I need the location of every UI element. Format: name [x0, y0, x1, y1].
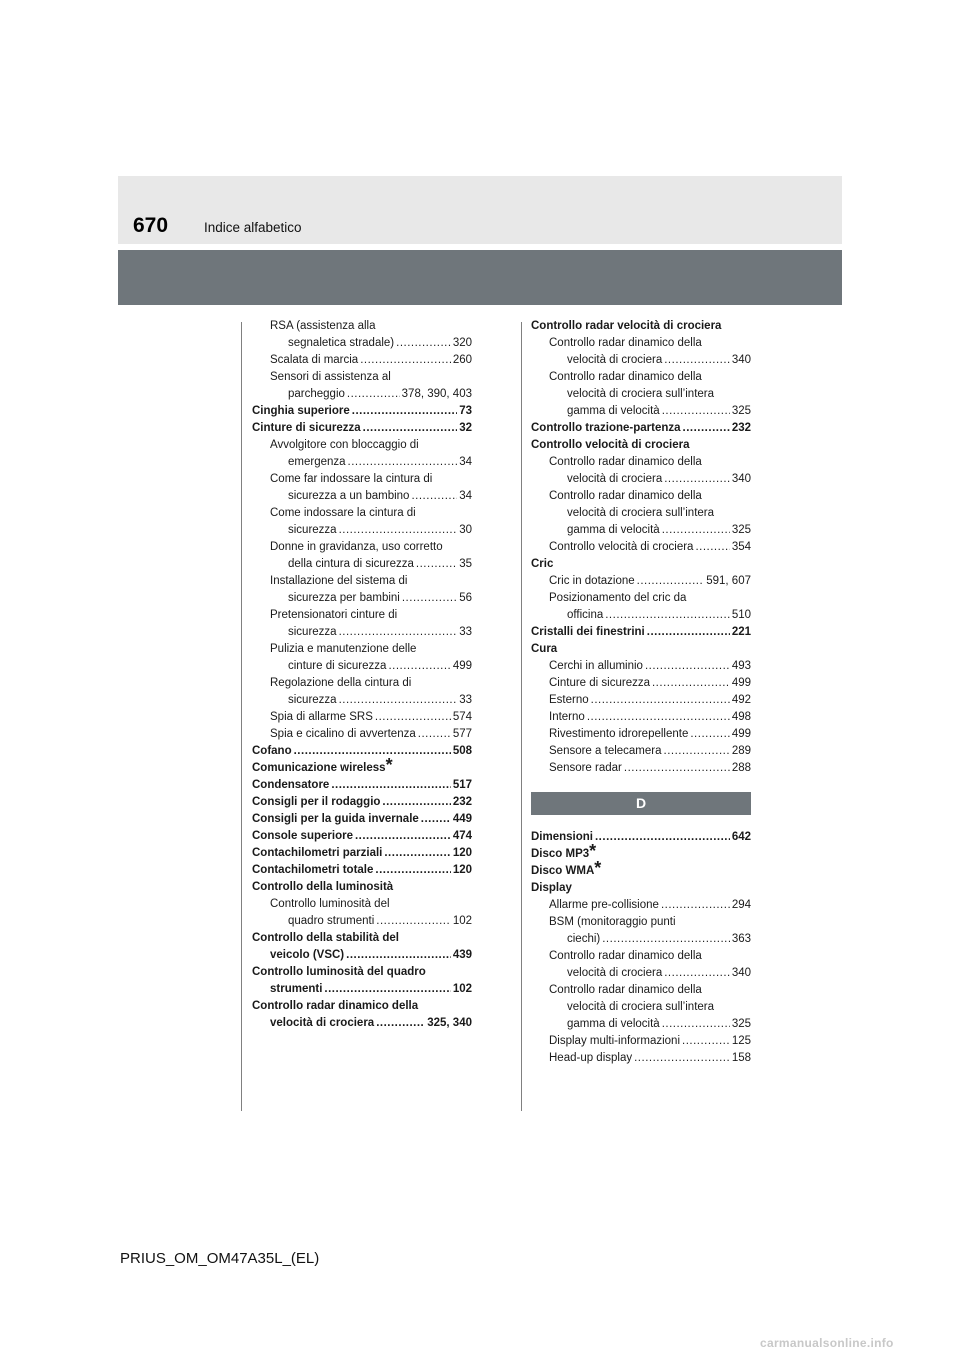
index-entry-term: Cinture di sicurezza — [252, 422, 361, 434]
dot-leader — [363, 420, 458, 437]
index-entry-page: 325, 340 — [427, 1017, 472, 1029]
index-entry-term: Come far indossare la cintura di — [270, 473, 433, 485]
index-entry-page: 325 — [731, 1018, 751, 1030]
index-entry-term: Cric — [531, 558, 554, 570]
index-entry — [252, 930, 472, 947]
index-entry — [252, 335, 472, 352]
dot-leader — [382, 794, 450, 811]
index-column-2-c — [531, 318, 751, 777]
dot-leader — [647, 624, 730, 641]
index-entry-term: Cinghia superiore — [252, 405, 350, 417]
index-entry — [252, 794, 472, 811]
index-entry-term: Controllo radar dinamico della — [549, 337, 702, 349]
dot-leader — [664, 471, 730, 488]
index-entry-term: BSM (monitoraggio punti — [549, 916, 676, 928]
index-entry — [252, 454, 472, 471]
index-entry: Disco MP3 * — [531, 841, 597, 861]
index-entry — [531, 658, 751, 675]
index-entry-term: Controllo radar dinamico della — [549, 456, 702, 468]
index-entry — [531, 675, 751, 692]
watermark: carmanualsonline.info — [760, 1336, 894, 1350]
index-entry-page: 340 — [731, 967, 751, 979]
index-entry-term: Controllo luminosità del — [270, 898, 390, 910]
index-entry-term: gamma di velocità — [567, 405, 660, 417]
index-entry — [531, 914, 751, 931]
dot-leader — [324, 981, 450, 998]
index-entry — [252, 726, 472, 743]
index-entry-term: Controllo trazione-partenza — [531, 422, 681, 434]
index-entry — [252, 556, 472, 573]
index-entry-term: parcheggio — [288, 388, 345, 400]
index-entry-term: Consigli per il rodaggio — [252, 796, 381, 808]
dot-leader — [416, 556, 457, 573]
index-entry — [531, 931, 751, 948]
index-entry-page: 120 — [452, 864, 472, 876]
index-entry-term: Regolazione della cintura di — [270, 677, 412, 689]
dot-leader — [637, 573, 705, 590]
index-entry — [252, 1015, 472, 1032]
index-entry — [531, 420, 751, 437]
letter-heading-d: D — [531, 792, 751, 815]
index-entry — [252, 590, 472, 607]
index-entry-term: Consigli per la guida invernale — [252, 813, 419, 825]
index-entry-term: sicurezza a un bambino — [288, 490, 410, 502]
index-entry-term: Controllo radar dinamico della — [549, 984, 702, 996]
index-entry-term: Disco WMA — [531, 865, 595, 877]
index-entry-term: Sensore a telecamera — [549, 745, 662, 757]
index-entry-term: Controllo radar dinamico della — [549, 950, 702, 962]
index-entry — [531, 1033, 751, 1050]
index-entry — [531, 403, 751, 420]
index-entry-page: 493 — [731, 660, 751, 672]
dot-leader — [348, 454, 458, 471]
index-entry-term: velocità di crociera — [567, 354, 663, 366]
index-entry-term: velocità di crociera — [567, 473, 663, 485]
header-dark-band — [118, 250, 842, 305]
index-entry-page: 221 — [731, 626, 751, 638]
index-entry — [531, 454, 751, 471]
index-entry — [531, 760, 751, 777]
index-entry-term: gamma di velocità — [567, 1018, 660, 1030]
dot-leader — [355, 828, 451, 845]
index-entry — [252, 641, 472, 658]
index-entry-term: Cerchi in alluminio — [549, 660, 643, 672]
index-entry — [252, 437, 472, 454]
dot-leader — [331, 777, 450, 794]
dot-leader — [662, 403, 730, 420]
index-entry-page: 508 — [452, 745, 472, 757]
dot-leader — [591, 692, 730, 709]
index-entry-page: 294 — [731, 899, 751, 911]
dot-leader — [294, 743, 451, 760]
index-entry-term: Console superiore — [252, 830, 353, 842]
index-entry-term: veicolo (VSC) — [270, 949, 345, 961]
index-entry-term: Donne in gravidanza, uso corretto — [270, 541, 443, 553]
index-entry-term: Comunicazione wireless — [252, 762, 386, 774]
dot-leader — [661, 897, 730, 914]
index-entry-term: Sensore radar — [549, 762, 622, 774]
dot-leader — [347, 386, 400, 403]
dot-leader — [375, 862, 450, 879]
index-entry-page: 642 — [731, 831, 751, 843]
dot-leader — [690, 726, 729, 743]
index-entry — [252, 913, 472, 930]
column-rule-left — [241, 322, 242, 1111]
index-entry-term: RSA (assistenza alla — [270, 320, 376, 332]
index-entry — [531, 556, 751, 573]
index-entry-page: 510 — [731, 609, 751, 621]
index-entry — [252, 403, 472, 420]
index-entry-page: 577 — [452, 728, 472, 740]
index-entry-term: velocità di crociera sull’intera — [567, 1001, 715, 1013]
index-entry-term: Cura — [531, 643, 558, 655]
column-rule-middle — [521, 322, 522, 1111]
index-entry-term: Cristalli dei finestrini — [531, 626, 645, 638]
index-entry-term: Display — [531, 882, 572, 894]
index-entry-term: velocità di crociera sull’intera — [567, 507, 715, 519]
section-title: Indice alfabetico — [204, 220, 302, 235]
index-entry-page: 232 — [452, 796, 472, 808]
index-entry-term: Controllo radar dinamico della — [549, 490, 702, 502]
index-entry — [531, 709, 751, 726]
index-entry — [252, 352, 472, 369]
index-entry-term: Contachilometri parziali — [252, 847, 383, 859]
index-entry-page: 439 — [452, 949, 472, 961]
index-entry-term: Controllo luminosità del quadro — [252, 966, 426, 978]
index-entry-term: Cofano — [252, 745, 292, 757]
dot-leader — [384, 845, 450, 862]
index-entry-term: Disco MP3 — [531, 848, 590, 860]
index-entry-page: 56 — [459, 592, 472, 604]
index-entry-term: Controllo della luminosità — [252, 881, 394, 893]
index-entry-page: 288 — [731, 762, 751, 774]
dot-leader — [683, 420, 730, 437]
dot-leader — [664, 743, 730, 760]
index-entry-page: 591, 607 — [706, 575, 751, 587]
index-entry-page: 33 — [459, 694, 472, 706]
index-entry — [531, 352, 751, 369]
index-entry — [531, 1016, 751, 1033]
index-entry-term: Display multi-informazioni — [549, 1035, 681, 1047]
index-entry-page: 499 — [452, 660, 472, 672]
index-entry — [531, 1050, 751, 1067]
index-column-1 — [252, 318, 472, 1032]
index-entry — [252, 998, 472, 1015]
index-entry-page: 498 — [731, 711, 751, 723]
index-entry-term: ciechi) — [567, 933, 601, 945]
index-entry-page: 158 — [731, 1052, 751, 1064]
index-entry-term: Come indossare la cintura di — [270, 507, 416, 519]
dot-leader — [375, 709, 451, 726]
index-entry — [531, 539, 751, 556]
dot-leader — [396, 335, 451, 352]
index-entry — [252, 692, 472, 709]
index-entry — [531, 624, 751, 641]
index-entry-term: Esterno — [549, 694, 589, 706]
index-entry — [531, 335, 751, 352]
document-code: PRIUS_OM_OM47A35L_(EL) — [120, 1250, 320, 1267]
index-entry-page: 449 — [452, 813, 472, 825]
index-entry-page: 260 — [452, 354, 472, 366]
index-entry — [252, 675, 472, 692]
dot-leader — [418, 726, 451, 743]
index-entry-page: 34 — [459, 456, 472, 468]
index-entry — [252, 828, 472, 845]
dot-leader — [352, 403, 457, 420]
index-entry — [252, 862, 472, 879]
index-entry-term: gamma di velocità — [567, 524, 660, 536]
dot-leader — [411, 488, 457, 505]
index-entry-term: della cintura di sicurezza — [288, 558, 414, 570]
index-entry-page: 378, 390, 403 — [401, 388, 472, 400]
index-entry-page: 325 — [731, 524, 751, 536]
index-column-2-d — [531, 829, 751, 1067]
index-entry — [531, 897, 751, 914]
dot-leader — [624, 760, 730, 777]
dot-leader — [682, 1033, 730, 1050]
index-entry — [252, 896, 472, 913]
index-entry — [252, 743, 472, 760]
index-entry-term: velocità di crociera — [270, 1017, 375, 1029]
index-entry — [531, 318, 751, 335]
dot-leader — [587, 709, 730, 726]
index-entry-term: sicurezza — [288, 626, 337, 638]
index-entry-page: 363 — [731, 933, 751, 945]
index-entry-page: 574 — [452, 711, 472, 723]
index-entry — [531, 641, 751, 658]
dot-leader — [602, 931, 730, 948]
index-entry — [252, 369, 472, 386]
index-entry-term: Head-up display — [549, 1052, 633, 1064]
index-entry-term: velocità di crociera — [567, 967, 663, 979]
index-entry: Disco WMA * — [531, 858, 602, 878]
index-entry — [252, 709, 472, 726]
dot-leader — [360, 352, 451, 369]
dot-leader — [421, 811, 451, 828]
index-entry-page: 73 — [459, 405, 472, 417]
dot-leader — [662, 1016, 730, 1033]
index-entry-page: 492 — [731, 694, 751, 706]
index-entry-page: 125 — [731, 1035, 751, 1047]
dot-leader — [664, 352, 730, 369]
index-entry — [531, 386, 751, 403]
index-entry-term: Controllo velocità di crociera — [549, 541, 694, 553]
index-entry-term: Controllo radar dinamico della — [549, 371, 702, 383]
index-entry — [252, 488, 472, 505]
index-entry — [252, 947, 472, 964]
dot-leader — [605, 607, 730, 624]
dot-leader — [664, 965, 730, 982]
index-column-2 — [531, 318, 751, 1067]
index-entry-term: Controllo della stabilità del — [252, 932, 399, 944]
index-entry-term: Cinture di sicurezza — [549, 677, 650, 689]
index-entry-term: Condensatore — [252, 779, 330, 791]
index-entry — [252, 522, 472, 539]
index-entry — [252, 386, 472, 403]
index-entry — [252, 981, 472, 998]
index-entry — [531, 437, 751, 454]
index-entry-term: Dimensioni — [531, 831, 593, 843]
index-entry-term: strumenti — [270, 983, 323, 995]
index-entry — [531, 488, 751, 505]
index-entry-term: Cric in dotazione — [549, 575, 635, 587]
index-entry — [252, 811, 472, 828]
index-entry — [252, 658, 472, 675]
index-entry — [531, 471, 751, 488]
dot-leader — [595, 829, 730, 846]
index-entry-term: Installazione del sistema di — [270, 575, 408, 587]
index-entry — [531, 829, 751, 846]
index-entry-page: 34 — [459, 490, 472, 502]
index-entry-term: Sensori di assistenza al — [270, 371, 391, 383]
index-entry-term: segnaletica stradale) — [288, 337, 395, 349]
index-entry — [531, 590, 751, 607]
index-entry-page: 102 — [452, 983, 472, 995]
index-entry-term: Controllo radar dinamico della — [252, 1000, 419, 1012]
index-entry — [531, 505, 751, 522]
index-entry-term: velocità di crociera sull’intera — [567, 388, 715, 400]
index-entry-term: Avvolgitore con bloccaggio di — [270, 439, 419, 451]
index-entry — [252, 471, 472, 488]
index-entry — [531, 692, 751, 709]
index-entry — [252, 777, 472, 794]
index-entry-term: sicurezza — [288, 694, 337, 706]
index-entry-term: sicurezza per bambini — [288, 592, 400, 604]
index-entry-page: 102 — [452, 915, 472, 927]
dot-leader — [662, 522, 730, 539]
page-number: 670 — [133, 214, 169, 237]
index-entry-term: Allarme pre-collisione — [549, 899, 659, 911]
index-entry-term: Pretensionatori cinture di — [270, 609, 398, 621]
index-entry — [531, 743, 751, 760]
index-entry-term: officina — [567, 609, 604, 621]
index-entry-term: sicurezza — [288, 524, 337, 536]
index-entry-term: cinture di sicurezza — [288, 660, 387, 672]
dot-leader — [376, 1015, 425, 1032]
index-entry — [531, 369, 751, 386]
index-entry — [252, 964, 472, 981]
index-entry — [531, 982, 751, 999]
index-entry-page: 474 — [452, 830, 472, 842]
index-entry-term: Controllo radar velocità di crociera — [531, 320, 722, 332]
index-entry-page: 30 — [459, 524, 472, 536]
index-entry-page: 325 — [731, 405, 751, 417]
index-entry-page: 289 — [731, 745, 751, 757]
index-entry-term: Spia e cicalino di avvertenza — [270, 728, 416, 740]
index-entry — [531, 726, 751, 743]
index-entry-term: emergenza — [288, 456, 346, 468]
index-entry — [252, 607, 472, 624]
dot-leader — [376, 913, 451, 930]
index-entry-page: 33 — [459, 626, 472, 638]
index-entry — [252, 505, 472, 522]
index-entry-term: Spia di allarme SRS — [270, 711, 373, 723]
index-entry-page: 499 — [731, 677, 751, 689]
index-entry-page: 354 — [731, 541, 751, 553]
index-entry-page: 35 — [459, 558, 472, 570]
index-entry-page: 232 — [731, 422, 751, 434]
index-entry-term: quadro strumenti — [288, 915, 375, 927]
index-entry — [531, 522, 751, 539]
index-entry-page: 120 — [452, 847, 472, 859]
index-entry-page: 340 — [731, 473, 751, 485]
index-entry-page: 499 — [731, 728, 751, 740]
index-entry-term: Interno — [549, 711, 585, 723]
index-entry-page: 32 — [459, 422, 472, 434]
index-entry — [531, 965, 751, 982]
dot-leader — [695, 539, 729, 556]
index-entry-term: Posizionamento del cric da — [549, 592, 687, 604]
index-entry-page: 340 — [731, 354, 751, 366]
dot-leader — [339, 522, 458, 539]
index-entry — [531, 999, 751, 1016]
dot-leader — [339, 692, 458, 709]
index-entry-term: Contachilometri totale — [252, 864, 374, 876]
dot-leader — [645, 658, 730, 675]
index-entry — [531, 607, 751, 624]
index-entry-term: Scalata di marcia — [270, 354, 359, 366]
index-entry-page: 320 — [452, 337, 472, 349]
index-entry-term: Pulizia e manutenzione delle — [270, 643, 417, 655]
dot-leader — [346, 947, 451, 964]
index-entry — [252, 539, 472, 556]
index-entry — [252, 845, 472, 862]
index-entry — [252, 624, 472, 641]
index-entry-term: Controllo velocità di crociera — [531, 439, 690, 451]
index-entry — [252, 420, 472, 437]
dot-leader — [339, 624, 458, 641]
index-entry: Comunicazione wireless * — [252, 755, 393, 775]
index-entry — [252, 879, 472, 896]
index-entry-term: Rivestimento idrorepellente — [549, 728, 689, 740]
index-entry — [531, 573, 751, 590]
index-entry-page: 517 — [452, 779, 472, 791]
dot-leader — [388, 658, 450, 675]
dot-leader — [402, 590, 457, 607]
index-entry — [531, 880, 751, 897]
dot-leader — [652, 675, 730, 692]
index-entry — [252, 318, 472, 335]
index-entry — [252, 573, 472, 590]
dot-leader — [634, 1050, 730, 1067]
index-entry — [531, 948, 751, 965]
